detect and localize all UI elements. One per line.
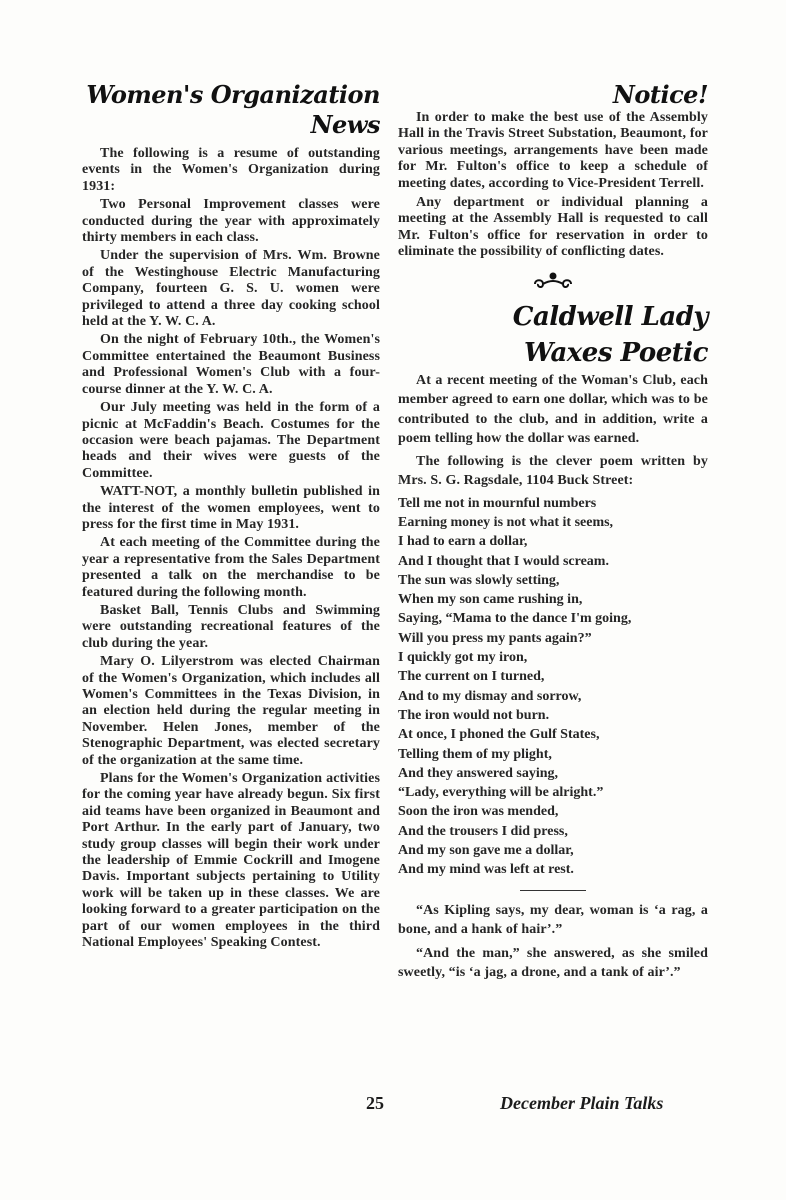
womens-organization-article bbox=[82, 80, 380, 954]
poem-line: And I thought that I would scream. bbox=[398, 553, 609, 569]
poem-line: And my mind was left at rest. bbox=[398, 862, 574, 878]
paragraph: Two Personal Improvement classes were conducted during the year with approximately thirty members in each class. bbox=[82, 197, 380, 246]
paragraph: Plans for the Women's Organization activities for the coming year have already begun. Six first aid teams have been organized in Beaumont and Port Arthur. In the early part of January, two study group classes will begin their work under the leadership of Emmie Cockrill and Imogene Davis. Important subjects pertaining to Utility work will be taken up in these classes. We are looking forward to a greater participation on the part of our women employees in the third National Employees' Speaking Contest. bbox=[82, 771, 380, 951]
paragraph: On the night of February 10th., the Women's Committee entertained the Beaumont Business and Professional Women's Club with a four-course dinner at the Y. W. C. A. bbox=[82, 332, 380, 397]
right-column bbox=[398, 80, 708, 986]
divider bbox=[520, 890, 586, 891]
title-line: Waxes Poetic bbox=[524, 337, 708, 368]
paragraph: The following is a resume of outstanding events in the Women's Organization during 1931: bbox=[82, 146, 380, 194]
poem-line: Earning money is not what it seems, bbox=[398, 514, 614, 530]
poem-line: And to my dismay and sorrow, bbox=[398, 688, 582, 704]
paragraph: At a recent meeting of the Woman's Club, each member agreed to earn one dollar, which was to be contributed to the club, and in addition, write a poem telling how the dollar was earned. bbox=[398, 372, 708, 447]
poetic-article bbox=[398, 299, 708, 880]
poem-line: I quickly got my iron, bbox=[398, 650, 528, 666]
poem bbox=[398, 494, 708, 880]
poetic-title bbox=[398, 299, 708, 371]
paragraph: Our July meeting was held in the form of a picnic at McFaddin's Beach. Costumes for the occasion were beach pajamas. The Department heads and their wives were guests of the Committee. bbox=[82, 400, 380, 481]
poem-line: Telling them of my plight, bbox=[398, 746, 552, 762]
paragraph: WATT-NOT, a monthly bulletin published in the interest of the women employees, went to press for the first time in May 1931. bbox=[82, 484, 380, 532]
notice-title: Notice! bbox=[612, 80, 708, 109]
paragraph: Under the supervision of Mrs. Wm. Browne of the Westinghouse Electric Manufacturing Company, fourteen G. S. U. women were privileged to attend a three day cooking school held at the Y. W. C. A. bbox=[82, 248, 380, 330]
poem-line: And they answered saying, bbox=[398, 765, 558, 781]
paragraph: In order to make the best use of the Assembly Hall in the Travis Street Substation, Beaumont, for various meetings, arrangements have been made for Mr. Fulton's office to keep a schedule of meeting dates, according to Vice-President Terrell. bbox=[398, 110, 708, 191]
poem-line: The current on I turned, bbox=[398, 669, 545, 685]
floral-ornament-icon bbox=[398, 271, 708, 295]
poem-line: Saying, “Mama to the dance I'm going, bbox=[398, 611, 632, 627]
poem-line: The iron would not burn. bbox=[398, 707, 550, 723]
poem-line: I had to earn a dollar, bbox=[398, 534, 528, 550]
title-line: Women's Organization bbox=[86, 80, 380, 109]
paragraph: “And the man,” she answered, as she smiled sweetly, “is ‘a jag, a drone, and a tank of air’.” bbox=[398, 945, 708, 981]
publication-footer: December Plain Talks bbox=[500, 1093, 664, 1113]
poem-line: At once, I phoned the Gulf States, bbox=[398, 727, 600, 743]
paragraph: Mary O. Lilyerstrom was elected Chairman of the Women's Organization, which includes all Women's Committees in the Texas Division, in an election held during the regular meeting in November. Helen Jones, member of the Stenographic Department, was elected secretary of the organization at the same time. bbox=[82, 654, 380, 768]
poem-line: Tell me not in mournful numbers bbox=[398, 495, 597, 511]
paragraph: Basket Ball, Tennis Clubs and Swimming were outstanding recreational features of the club during the year. bbox=[82, 602, 380, 651]
poem-line: Soon the iron was mended, bbox=[398, 804, 559, 820]
title-line: News bbox=[310, 110, 380, 139]
notice-article bbox=[398, 80, 708, 261]
poem-line: Will you press my pants again?” bbox=[398, 630, 592, 646]
paragraph: The following is the clever poem written by Mrs. S. G. Ragsdale, 1104 Buck Street: bbox=[398, 453, 708, 489]
page-number: 25 bbox=[366, 1093, 384, 1113]
paragraph: At each meeting of the Committee during the year a representative from the Sales Department presented a talk on the merchandise to be featured during the following month. bbox=[82, 535, 380, 600]
poem-line: And my son gave me a dollar, bbox=[398, 843, 574, 858]
paragraph: Any department or individual planning a meeting at the Assembly Hall is requested to call Mr. Fulton's office for reservation in order to eliminate the possibility of conflicting dates. bbox=[398, 195, 708, 260]
poem-line: And the trousers I did press, bbox=[398, 823, 568, 839]
article-title bbox=[82, 80, 380, 140]
paragraph: “As Kipling says, my dear, woman is ‘a rag, a bone, and a hank of hair’.” bbox=[398, 902, 708, 938]
poem-line: When my son came rushing in, bbox=[398, 592, 583, 608]
poem-line: The sun was slowly setting, bbox=[398, 572, 560, 588]
joke bbox=[398, 901, 708, 983]
poem-line: “Lady, everything will be alright.” bbox=[398, 785, 604, 801]
title-line: Caldwell Lady bbox=[512, 301, 708, 332]
